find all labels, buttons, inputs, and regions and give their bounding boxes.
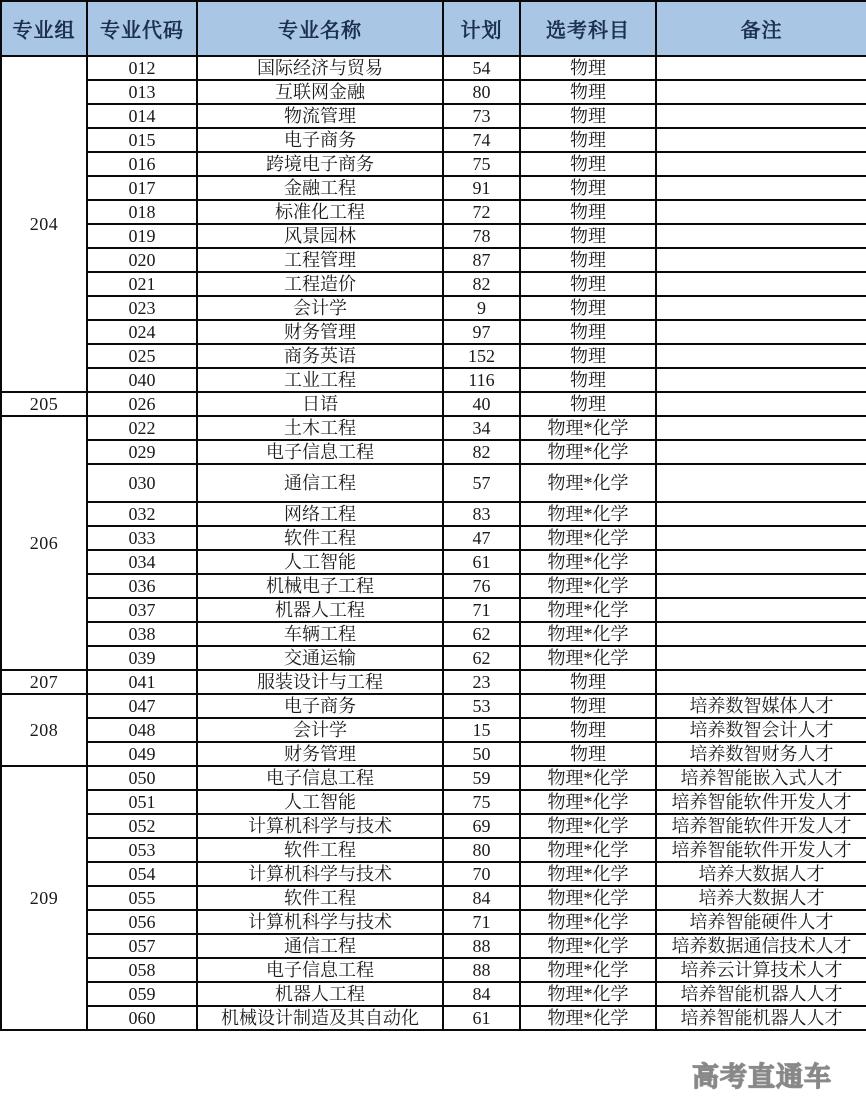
subjects-cell: 物理 — [520, 176, 656, 200]
plan-cell: 47 — [443, 526, 520, 550]
group-cell: 206 — [1, 416, 87, 670]
table-row — [1, 742, 866, 766]
subjects-cell: 物理*化学 — [520, 862, 656, 886]
table-row — [1, 224, 866, 248]
remark-cell — [656, 176, 866, 200]
major-cell: 网络工程 — [197, 502, 443, 526]
code-cell: 048 — [87, 718, 197, 742]
plan-cell: 69 — [443, 814, 520, 838]
major-cell: 电子商务 — [197, 694, 443, 718]
subjects-cell: 物理*化学 — [520, 502, 656, 526]
major-cell: 计算机科学与技术 — [197, 910, 443, 934]
major-cell: 人工智能 — [197, 550, 443, 574]
subjects-cell: 物理 — [520, 368, 656, 392]
table-row — [1, 416, 866, 440]
subjects-cell: 物理*化学 — [520, 416, 656, 440]
plan-cell: 54 — [443, 56, 520, 80]
table-row — [1, 296, 866, 320]
remark-cell: 培养数智媒体人才 — [656, 694, 866, 718]
remark-cell — [656, 464, 866, 502]
header-subjects: 选考科目 — [520, 1, 656, 56]
subjects-cell: 物理*化学 — [520, 886, 656, 910]
subjects-cell: 物理*化学 — [520, 440, 656, 464]
code-cell: 026 — [87, 392, 197, 416]
table-row — [1, 598, 866, 622]
remark-cell — [656, 526, 866, 550]
plan-cell: 62 — [443, 646, 520, 670]
table-row — [1, 550, 866, 574]
subjects-cell: 物理*化学 — [520, 814, 656, 838]
code-cell: 052 — [87, 814, 197, 838]
table-row — [1, 248, 866, 272]
subjects-cell: 物理*化学 — [520, 1006, 656, 1030]
subjects-cell: 物理 — [520, 80, 656, 104]
plan-cell: 40 — [443, 392, 520, 416]
plan-cell: 83 — [443, 502, 520, 526]
remark-cell: 培养数智会计人才 — [656, 718, 866, 742]
code-cell: 034 — [87, 550, 197, 574]
group-cell: 204 — [1, 56, 87, 392]
watermark-text: 高考直通车 — [692, 1062, 832, 1092]
plan-cell: 84 — [443, 982, 520, 1006]
major-cell: 服装设计与工程 — [197, 670, 443, 694]
remark-cell — [656, 368, 866, 392]
remark-cell — [656, 344, 866, 368]
major-cell: 机械设计制造及其自动化 — [197, 1006, 443, 1030]
major-cell: 交通运输 — [197, 646, 443, 670]
code-cell: 054 — [87, 862, 197, 886]
table-row — [1, 958, 866, 982]
plan-cell: 72 — [443, 200, 520, 224]
subjects-cell: 物理*化学 — [520, 550, 656, 574]
code-cell: 055 — [87, 886, 197, 910]
major-cell: 电子商务 — [197, 128, 443, 152]
major-cell: 国际经济与贸易 — [197, 56, 443, 80]
code-cell: 023 — [87, 296, 197, 320]
major-cell: 工业工程 — [197, 368, 443, 392]
plan-cell: 82 — [443, 272, 520, 296]
code-cell: 032 — [87, 502, 197, 526]
major-cell: 工程造价 — [197, 272, 443, 296]
subjects-cell: 物理*化学 — [520, 790, 656, 814]
table-body — [1, 56, 866, 1030]
code-cell: 025 — [87, 344, 197, 368]
table-row — [1, 718, 866, 742]
remark-cell — [656, 574, 866, 598]
plan-cell: 116 — [443, 368, 520, 392]
subjects-cell: 物理 — [520, 224, 656, 248]
code-cell: 030 — [87, 464, 197, 502]
subjects-cell: 物理 — [520, 392, 656, 416]
plan-cell: 87 — [443, 248, 520, 272]
table-row — [1, 464, 866, 502]
remark-cell: 培养智能硬件人才 — [656, 910, 866, 934]
plan-cell: 75 — [443, 152, 520, 176]
remark-cell — [656, 550, 866, 574]
major-cell: 计算机科学与技术 — [197, 862, 443, 886]
remark-cell — [656, 296, 866, 320]
table-row — [1, 910, 866, 934]
code-cell: 016 — [87, 152, 197, 176]
table-row — [1, 368, 866, 392]
remark-cell — [656, 416, 866, 440]
major-cell: 土木工程 — [197, 416, 443, 440]
remark-cell: 培养智能软件开发人才 — [656, 814, 866, 838]
remark-cell: 培养智能嵌入式人才 — [656, 766, 866, 790]
plan-cell: 34 — [443, 416, 520, 440]
major-cell: 金融工程 — [197, 176, 443, 200]
table-row — [1, 862, 866, 886]
plan-cell: 80 — [443, 80, 520, 104]
table-row — [1, 790, 866, 814]
remark-cell: 培养大数据人才 — [656, 886, 866, 910]
major-cell: 通信工程 — [197, 464, 443, 502]
header-major: 专业名称 — [197, 1, 443, 56]
major-cell: 电子信息工程 — [197, 440, 443, 464]
subjects-cell: 物理 — [520, 128, 656, 152]
subjects-cell: 物理 — [520, 718, 656, 742]
table-row — [1, 176, 866, 200]
remark-cell — [656, 80, 866, 104]
major-cell: 会计学 — [197, 718, 443, 742]
subjects-cell: 物理 — [520, 694, 656, 718]
plan-cell: 97 — [443, 320, 520, 344]
major-cell: 物流管理 — [197, 104, 443, 128]
code-cell: 037 — [87, 598, 197, 622]
table-row — [1, 320, 866, 344]
subjects-cell: 物理 — [520, 344, 656, 368]
major-cell: 机器人工程 — [197, 982, 443, 1006]
code-cell: 058 — [87, 958, 197, 982]
code-cell: 017 — [87, 176, 197, 200]
plan-cell: 73 — [443, 104, 520, 128]
code-cell: 024 — [87, 320, 197, 344]
subjects-cell: 物理 — [520, 296, 656, 320]
group-cell: 209 — [1, 766, 87, 1030]
remark-cell — [656, 200, 866, 224]
table-row — [1, 886, 866, 910]
header-code: 专业代码 — [87, 1, 197, 56]
table-row — [1, 934, 866, 958]
subjects-cell: 物理 — [520, 248, 656, 272]
plan-cell: 53 — [443, 694, 520, 718]
code-cell: 038 — [87, 622, 197, 646]
major-cell: 财务管理 — [197, 320, 443, 344]
plan-cell: 75 — [443, 790, 520, 814]
major-cell: 工程管理 — [197, 248, 443, 272]
code-cell: 056 — [87, 910, 197, 934]
plan-cell: 50 — [443, 742, 520, 766]
code-cell: 039 — [87, 646, 197, 670]
plan-cell: 23 — [443, 670, 520, 694]
code-cell: 018 — [87, 200, 197, 224]
plan-cell: 71 — [443, 598, 520, 622]
code-cell: 014 — [87, 104, 197, 128]
major-cell: 人工智能 — [197, 790, 443, 814]
remark-cell: 培养云计算技术人才 — [656, 958, 866, 982]
subjects-cell: 物理*化学 — [520, 598, 656, 622]
remark-cell — [656, 320, 866, 344]
plan-cell: 74 — [443, 128, 520, 152]
major-cell: 机械电子工程 — [197, 574, 443, 598]
plan-cell: 80 — [443, 838, 520, 862]
group-cell: 205 — [1, 392, 87, 416]
group-cell: 207 — [1, 670, 87, 694]
table-row — [1, 838, 866, 862]
remark-cell: 培养大数据人才 — [656, 862, 866, 886]
plan-cell: 82 — [443, 440, 520, 464]
subjects-cell: 物理*化学 — [520, 622, 656, 646]
major-cell: 风景园林 — [197, 224, 443, 248]
code-cell: 013 — [87, 80, 197, 104]
major-cell: 电子信息工程 — [197, 958, 443, 982]
plan-cell: 15 — [443, 718, 520, 742]
table-row — [1, 392, 866, 416]
major-cell: 计算机科学与技术 — [197, 814, 443, 838]
major-cell: 电子信息工程 — [197, 766, 443, 790]
table-row — [1, 814, 866, 838]
subjects-cell: 物理*化学 — [520, 838, 656, 862]
code-cell: 012 — [87, 56, 197, 80]
major-cell: 标准化工程 — [197, 200, 443, 224]
code-cell: 019 — [87, 224, 197, 248]
table-row — [1, 622, 866, 646]
plan-cell: 71 — [443, 910, 520, 934]
table-row — [1, 1006, 866, 1030]
header-row — [1, 1, 866, 56]
plan-cell: 88 — [443, 934, 520, 958]
plan-cell: 70 — [443, 862, 520, 886]
major-cell: 跨境电子商务 — [197, 152, 443, 176]
remark-cell — [656, 646, 866, 670]
subjects-cell: 物理*化学 — [520, 646, 656, 670]
subjects-cell: 物理 — [520, 200, 656, 224]
remark-cell — [656, 598, 866, 622]
major-cell: 软件工程 — [197, 838, 443, 862]
header-remark: 备注 — [656, 1, 866, 56]
table-header — [1, 1, 866, 56]
header-group: 专业组 — [1, 1, 87, 56]
plan-cell: 57 — [443, 464, 520, 502]
major-cell: 日语 — [197, 392, 443, 416]
code-cell: 015 — [87, 128, 197, 152]
plan-cell: 152 — [443, 344, 520, 368]
remark-cell — [656, 224, 866, 248]
subjects-cell: 物理 — [520, 56, 656, 80]
major-cell: 软件工程 — [197, 886, 443, 910]
remark-cell — [656, 622, 866, 646]
code-cell: 022 — [87, 416, 197, 440]
remark-cell — [656, 128, 866, 152]
major-cell: 车辆工程 — [197, 622, 443, 646]
remark-cell — [656, 56, 866, 80]
header-plan: 计划 — [443, 1, 520, 56]
subjects-cell: 物理*化学 — [520, 910, 656, 934]
plan-cell: 76 — [443, 574, 520, 598]
table-row — [1, 344, 866, 368]
major-cell: 商务英语 — [197, 344, 443, 368]
code-cell: 053 — [87, 838, 197, 862]
plan-cell: 61 — [443, 550, 520, 574]
table-row — [1, 128, 866, 152]
table-row — [1, 200, 866, 224]
plan-cell: 62 — [443, 622, 520, 646]
remark-cell: 培养数智财务人才 — [656, 742, 866, 766]
remark-cell — [656, 502, 866, 526]
table-row — [1, 766, 866, 790]
group-cell: 208 — [1, 694, 87, 766]
remark-cell: 培养智能软件开发人才 — [656, 790, 866, 814]
subjects-cell: 物理 — [520, 104, 656, 128]
plan-cell: 59 — [443, 766, 520, 790]
plan-cell: 9 — [443, 296, 520, 320]
table-row — [1, 670, 866, 694]
table-row — [1, 56, 866, 80]
remark-cell — [656, 104, 866, 128]
remark-cell — [656, 392, 866, 416]
code-cell: 033 — [87, 526, 197, 550]
plan-cell: 91 — [443, 176, 520, 200]
code-cell: 041 — [87, 670, 197, 694]
table-row — [1, 502, 866, 526]
code-cell: 059 — [87, 982, 197, 1006]
table-row — [1, 80, 866, 104]
subjects-cell: 物理 — [520, 670, 656, 694]
subjects-cell: 物理 — [520, 320, 656, 344]
subjects-cell: 物理*化学 — [520, 526, 656, 550]
major-cell: 软件工程 — [197, 526, 443, 550]
plan-cell: 78 — [443, 224, 520, 248]
subjects-cell: 物理*化学 — [520, 464, 656, 502]
subjects-cell: 物理 — [520, 272, 656, 296]
major-cell: 机器人工程 — [197, 598, 443, 622]
table-row — [1, 694, 866, 718]
subjects-cell: 物理 — [520, 152, 656, 176]
code-cell: 040 — [87, 368, 197, 392]
subjects-cell: 物理 — [520, 742, 656, 766]
code-cell: 051 — [87, 790, 197, 814]
code-cell: 060 — [87, 1006, 197, 1030]
remark-cell — [656, 272, 866, 296]
table-row — [1, 526, 866, 550]
remark-cell: 培养智能软件开发人才 — [656, 838, 866, 862]
code-cell: 047 — [87, 694, 197, 718]
code-cell: 049 — [87, 742, 197, 766]
remark-cell: 培养智能机器人人才 — [656, 982, 866, 1006]
subjects-cell: 物理*化学 — [520, 958, 656, 982]
table-row — [1, 646, 866, 670]
table-row — [1, 152, 866, 176]
subjects-cell: 物理*化学 — [520, 574, 656, 598]
plan-cell: 61 — [443, 1006, 520, 1030]
code-cell: 057 — [87, 934, 197, 958]
plan-cell: 88 — [443, 958, 520, 982]
remark-cell: 培养数据通信技术人才 — [656, 934, 866, 958]
table-row — [1, 982, 866, 1006]
table-row — [1, 440, 866, 464]
major-cell: 互联网金融 — [197, 80, 443, 104]
subjects-cell: 物理*化学 — [520, 766, 656, 790]
remark-cell — [656, 670, 866, 694]
code-cell: 029 — [87, 440, 197, 464]
table-row — [1, 272, 866, 296]
plan-cell: 84 — [443, 886, 520, 910]
subjects-cell: 物理*化学 — [520, 982, 656, 1006]
subjects-cell: 物理*化学 — [520, 934, 656, 958]
remark-cell — [656, 248, 866, 272]
major-cell: 通信工程 — [197, 934, 443, 958]
remark-cell — [656, 440, 866, 464]
major-cell: 财务管理 — [197, 742, 443, 766]
remark-cell — [656, 152, 866, 176]
code-cell: 050 — [87, 766, 197, 790]
code-cell: 036 — [87, 574, 197, 598]
code-cell: 020 — [87, 248, 197, 272]
code-cell: 021 — [87, 272, 197, 296]
table-row — [1, 104, 866, 128]
remark-cell: 培养智能机器人人才 — [656, 1006, 866, 1030]
table-row — [1, 574, 866, 598]
major-cell: 会计学 — [197, 296, 443, 320]
